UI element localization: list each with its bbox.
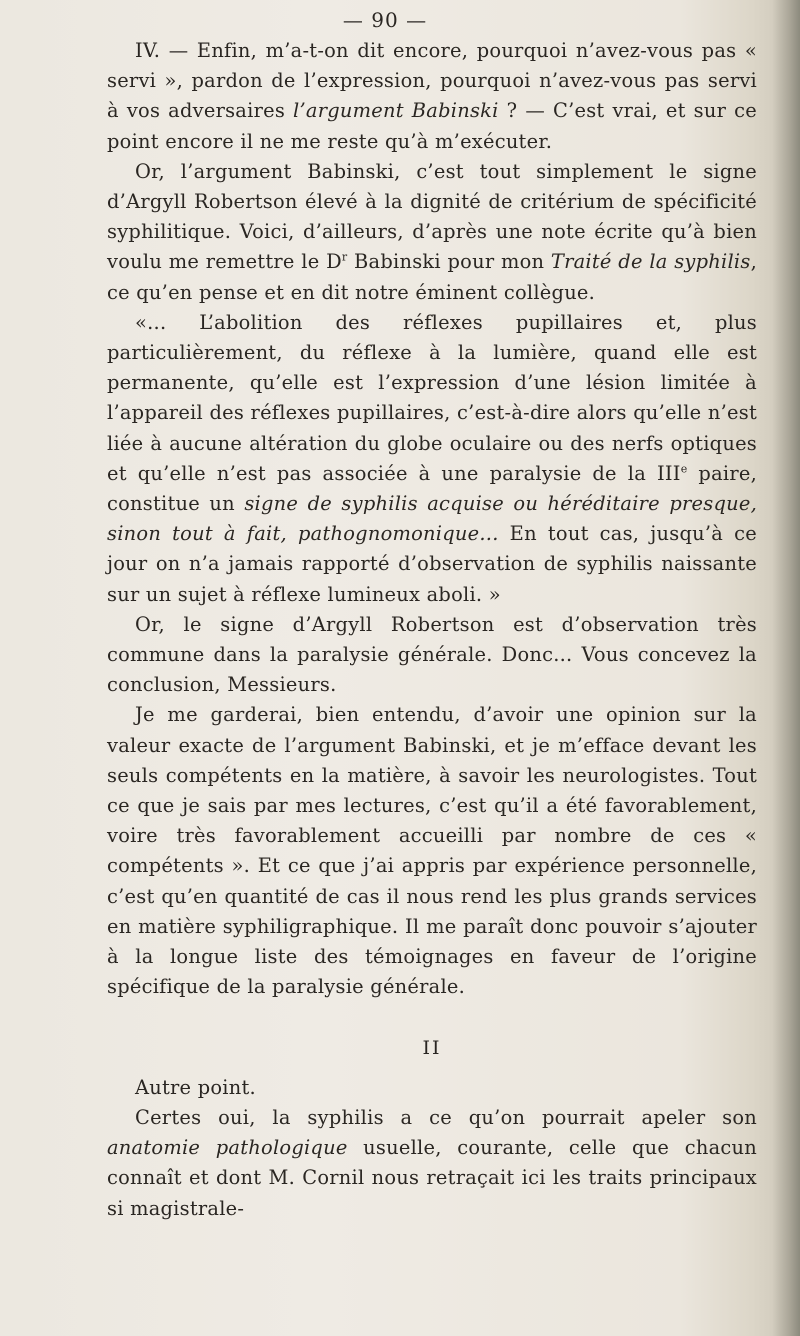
page-number: — 90 — — [342, 8, 428, 32]
body-text — [107, 36, 757, 1224]
paragraph-1: IV. — Enfin, m’a-t-on dit encore, pourquoi n’avez-vous pas « servi », pardon de l’expression, pourquoi n’avez-vous pas servi à vos adversaires l’argument Babinski ? — C’est vrai, et sur ce point encore il ne me reste qu’à m’exécuter. — [107, 39, 757, 153]
paragraph-3-quote: «... L’abolition des réflexes pupillaires et, plus particulièrement, du réflexe à la lumière, quand elle est permanente, qu’elle est l’expression d’une lésion limitée à l’appareil des réflexes pupillaires, c’est-à-dire alors qu’elle n’est liée à aucune altération du globe oculaire ou des nerfs optiques et qu’elle n’est pas associée à une paralysie de la IIIe paire, constitue un signe de syphilis acquise ou héréditaire presque, sinon tout à fait, pathognomonique... En tout cas, jusqu’à ce jour on n’a jamais rapporté d’observation de syphilis naissante sur un sujet à réflexe lumineux aboli. » — [107, 310, 757, 606]
section-paragraph-1: Autre point. — [135, 1075, 256, 1099]
section-paragraph-2: Certes oui, la syphilis a ce qu’on pourrait apeler son anatomie pathologique usuelle, courante, celle que chacun connaît et dont M. Cornil nous retraçait ici les traits principaux si magistrale- — [107, 1105, 757, 1220]
paragraph-2: Or, l’argument Babinski, c’est tout simplement le signe d’Argyll Robertson élevé à la dignité de critérium de spécificité syphilitique. Voici, d’ailleurs, d’après une note écrite qu’à bien voulu me remettre le $D^r$ Babinski pour mon Traité de la syphilis, ce qu’en pense et en dit notre éminent collègue. — [107, 159, 757, 304]
binding-shadow — [772, 0, 800, 1336]
paragraph-5: Je me garderai, bien entendu, d’avoir une opinion sur la valeur exacte de l’argument Babinski, et je m’efface devant les seuls compétents en la matière, à savoir les neurologistes. Tout ce que je sais par mes lectures, c’est qu’il a été favorablement, voire très favorablement accueilli par nombre de ces « compétents ». Et ce que j’ai appris par expérience personnelle, c’est qu’en quantité de cas il nous rend les plus grands services en matière syphiligraphique. Il me paraît donc pouvoir s’ajouter à la longue liste des témoignages en faveur de l’origine spécifique de la paralysie générale. — [107, 703, 757, 999]
section-number: II — [422, 1036, 442, 1059]
paragraph-4: Or, le signe d’Argyll Robertson est d’observation très commune dans la paralysie générale. Donc... Vous concevez la conclusion, Messieurs. — [107, 612, 757, 697]
